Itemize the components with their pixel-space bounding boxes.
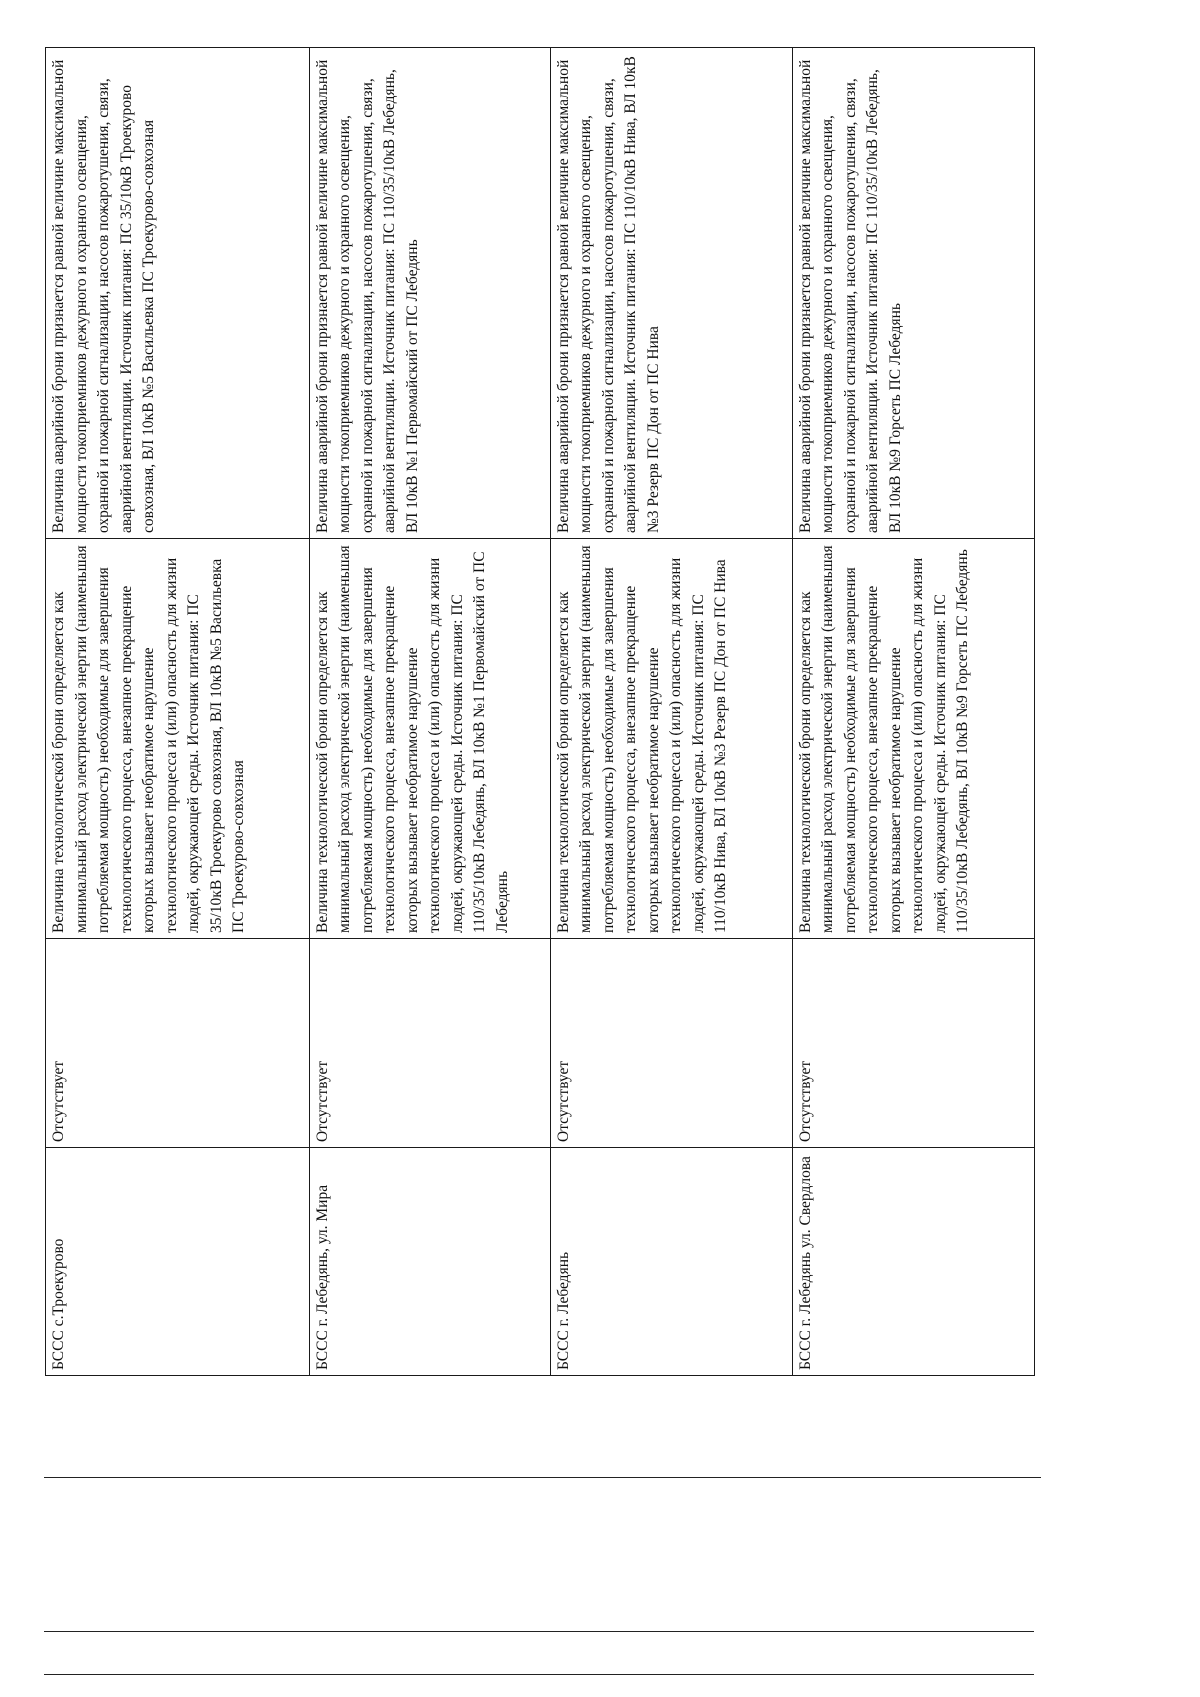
separator-line	[44, 1631, 1034, 1632]
object-name-cell: БССС г. Лебедянь ул. Свердлова	[792, 1148, 1034, 1376]
status-cell: Отсутствует	[792, 939, 1034, 1148]
emergency-reserve-cell: Величина аварийной брони признается равной величине максимальной мощности токоприемников дежурного и охранного освещения, охранной и пожарной сигнализации, насосов пожаротушения, связи, аварийной вентиляции. Источник питания: ПС 110/10кВ Нива, ВЛ 10кВ №3 Резерв ПС Дон от ПС Нива	[550, 48, 792, 539]
table-row	[550, 48, 792, 1376]
table-row	[792, 48, 1034, 1376]
separator-line	[44, 1674, 1034, 1675]
technological-reserve-cell: Величина технологической брони определяется как минимальный расход электрической энергии (наименьшая потребляемая мощность) необходимые для завершения технологического процесса, внезапное прекращение которых вызывает необратимое нарушение технологического процесса и (или) опасность для жизни людей, окружающей среды. Источник питания: ПС 110/35/10кВ Лебедянь, ВЛ 10кВ №1 Первомайский от ПС Лебедянь	[309, 539, 550, 939]
status-cell: Отсутствует	[550, 939, 792, 1148]
emergency-reserve-cell: Величина аварийной брони признается равной величине максимальной мощности токоприемников дежурного и охранного освещения, охранной и пожарной сигнализации, насосов пожаротушения, связи, аварийной вентиляции. Источник питания: ПС 110/35/10кВ Лебедянь, ВЛ 10кВ №9 Горсеть ПС Лебедянь	[792, 48, 1034, 539]
object-name-cell: БССС с.Троекурово	[46, 1148, 310, 1376]
table-row	[46, 48, 310, 1376]
object-name-cell: БССС г. Лебедянь	[550, 1148, 792, 1376]
reserve-table	[45, 47, 1035, 1376]
status-cell: Отсутствует	[309, 939, 550, 1148]
status-cell: Отсутствует	[46, 939, 310, 1148]
emergency-reserve-cell: Величина аварийной брони признается равной величине максимальной мощности токоприемников дежурного и охранного освещения, охранной и пожарной сигнализации, насосов пожаротушения, связи, аварийной вентиляции. Источник питания: ПС 35/10кВ Троекурово совхозная, ВЛ 10кВ №5 Васильевка ПС Троекурово-совхозная	[46, 48, 310, 539]
technological-reserve-cell: Величина технологической брони определяется как минимальный расход электрической энергии (наименьшая потребляемая мощность) необходимые для завершения технологического процесса, внезапное прекращение которых вызывает необратимое нарушение технологического процесса и (или) опасность для жизни людей, окружающей среды. Источник питания: ПС 110/35/10кВ Лебедянь, ВЛ 10кВ №9 Горсеть ПС Лебедянь	[792, 539, 1034, 939]
technological-reserve-cell: Величина технологической брони определяется как минимальный расход электрической энергии (наименьшая потребляемая мощность) необходимые для завершения технологического процесса, внезапное прекращение которых вызывает необратимое нарушение технологического процесса и (или) опасность для жизни людей, окружающей среды. Источник питания: ПС 110/10кВ Нива, ВЛ 10кВ №3 Резерв ПС Дон от ПС Нива	[550, 539, 792, 939]
object-name-cell: БССС г. Лебедянь, ул. Мира	[309, 1148, 550, 1376]
technological-reserve-cell: Величина технологической брони определяется как минимальный расход электрической энергии (наименьшая потребляемая мощность) необходимые для завершения технологического процесса, внезапное прекращение которых вызывает необратимое нарушение технологического процесса и (или) опасность для жизни людей, окружающей среды. Источник питания: ПС 35/10кВ Троекурово совхозная, ВЛ 10кВ №5 Васильевка ПС Троекурово-совхозная	[46, 539, 310, 939]
table-row	[309, 48, 550, 1376]
separator-line	[44, 1477, 1041, 1478]
emergency-reserve-cell: Величина аварийной брони признается равной величине максимальной мощности токоприемников дежурного и охранного освещения, охранной и пожарной сигнализации, насосов пожаротушения, связи, аварийной вентиляции. Источник питания: ПС 110/35/10кВ Лебедянь, ВЛ 10кВ №1 Первомайский от ПС Лебедянь	[309, 48, 550, 539]
